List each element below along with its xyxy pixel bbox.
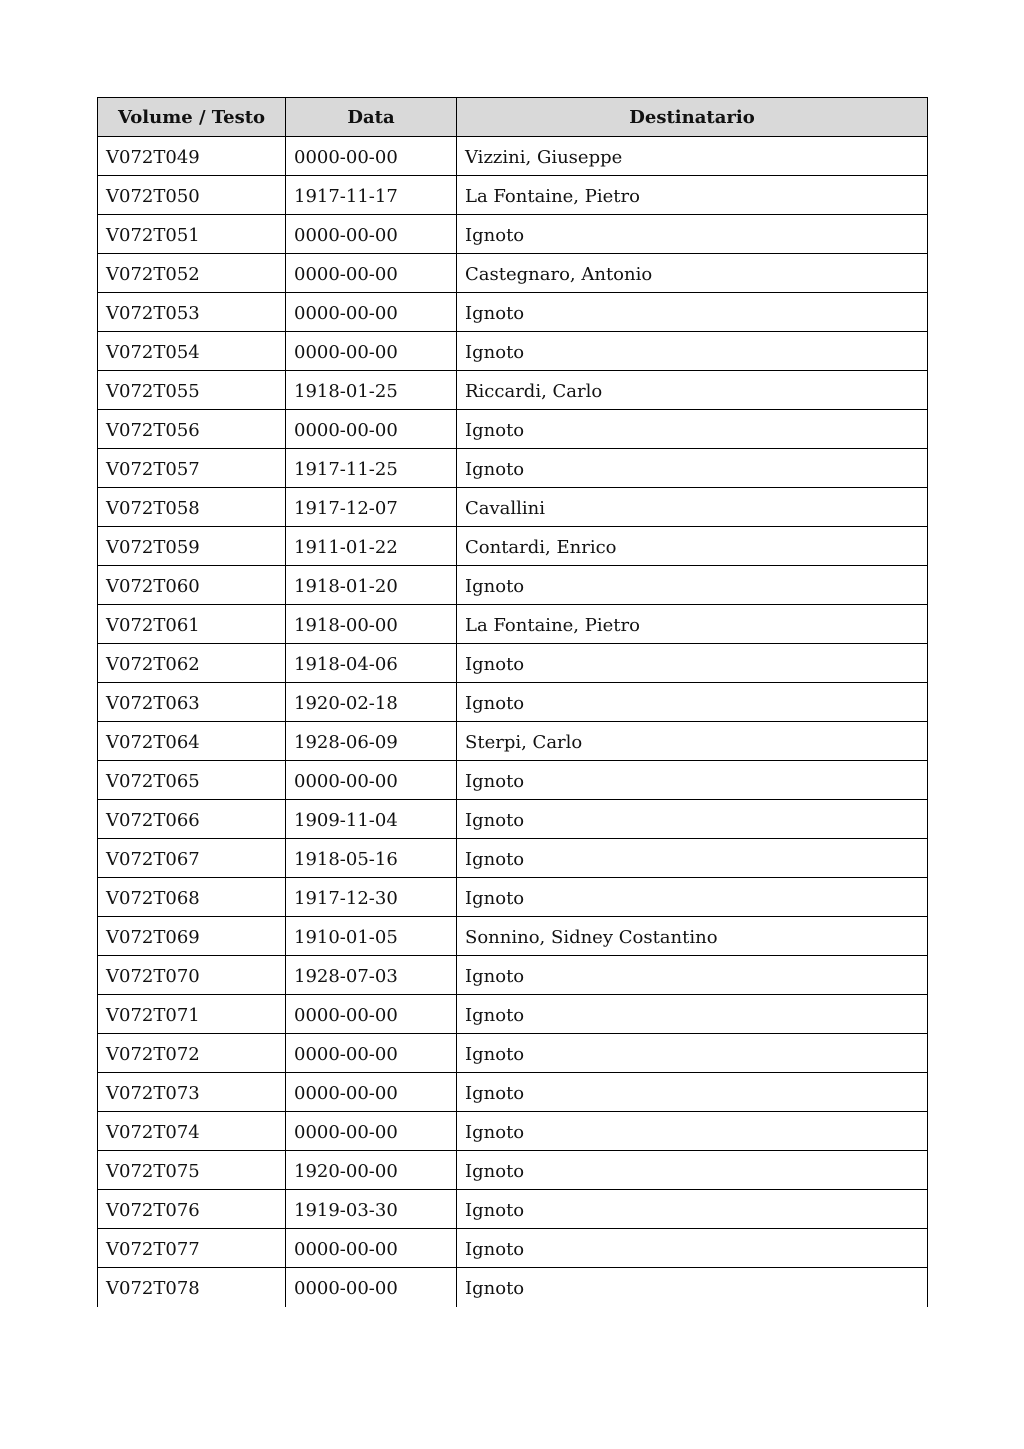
table-row — [98, 1151, 928, 1190]
table-row — [98, 839, 928, 878]
cell-data: 0000-00-00 — [286, 410, 457, 449]
cell-destinatario: Ignoto — [457, 449, 928, 488]
cell-data: 0000-00-00 — [286, 1073, 457, 1112]
cell-volume-testo: V072T062 — [98, 644, 286, 683]
cell-data: 1917-12-07 — [286, 488, 457, 527]
header-data: Data — [286, 98, 457, 137]
cell-volume-testo: V072T052 — [98, 254, 286, 293]
table-row — [98, 1268, 928, 1307]
cell-destinatario: Ignoto — [457, 1151, 928, 1190]
cell-destinatario: Riccardi, Carlo — [457, 371, 928, 410]
table-row — [98, 215, 928, 254]
table-row — [98, 410, 928, 449]
cell-data: 1918-01-20 — [286, 566, 457, 605]
cell-destinatario: Ignoto — [457, 410, 928, 449]
cell-data: 1919-03-30 — [286, 1190, 457, 1229]
cell-volume-testo: V072T050 — [98, 176, 286, 215]
table-row — [98, 488, 928, 527]
cell-destinatario: Ignoto — [457, 800, 928, 839]
cell-volume-testo: V072T063 — [98, 683, 286, 722]
table-row — [98, 254, 928, 293]
cell-destinatario: Ignoto — [457, 761, 928, 800]
cell-volume-testo: V072T059 — [98, 527, 286, 566]
cell-data: 1918-00-00 — [286, 605, 457, 644]
table-row — [98, 527, 928, 566]
cell-data: 0000-00-00 — [286, 254, 457, 293]
cell-volume-testo: V072T057 — [98, 449, 286, 488]
cell-data: 0000-00-00 — [286, 215, 457, 254]
cell-destinatario: Ignoto — [457, 1073, 928, 1112]
cell-data: 1911-01-22 — [286, 527, 457, 566]
cell-destinatario: Ignoto — [457, 1190, 928, 1229]
table-row — [98, 1229, 928, 1268]
cell-data: 1918-05-16 — [286, 839, 457, 878]
table-row — [98, 878, 928, 917]
table-row — [98, 176, 928, 215]
table-row — [98, 722, 928, 761]
cell-destinatario: Ignoto — [457, 332, 928, 371]
table-row — [98, 332, 928, 371]
cell-volume-testo: V072T066 — [98, 800, 286, 839]
header-volume-testo: Volume / Testo — [98, 98, 286, 137]
table-row — [98, 761, 928, 800]
cell-volume-testo: V072T070 — [98, 956, 286, 995]
table-header — [98, 98, 928, 137]
cell-destinatario: Ignoto — [457, 1268, 928, 1307]
cell-data: 1917-11-25 — [286, 449, 457, 488]
table-row — [98, 644, 928, 683]
cell-volume-testo: V072T056 — [98, 410, 286, 449]
cell-data: 1920-02-18 — [286, 683, 457, 722]
cell-destinatario: Vizzini, Giuseppe — [457, 137, 928, 176]
cell-volume-testo: V072T068 — [98, 878, 286, 917]
cell-data: 1910-01-05 — [286, 917, 457, 956]
table-row — [98, 566, 928, 605]
table-row — [98, 683, 928, 722]
cell-destinatario: Ignoto — [457, 293, 928, 332]
table-row — [98, 917, 928, 956]
table-row — [98, 1112, 928, 1151]
cell-volume-testo: V072T051 — [98, 215, 286, 254]
cell-destinatario: La Fontaine, Pietro — [457, 176, 928, 215]
cell-volume-testo: V072T071 — [98, 995, 286, 1034]
cell-volume-testo: V072T073 — [98, 1073, 286, 1112]
cell-destinatario: Contardi, Enrico — [457, 527, 928, 566]
cell-volume-testo: V072T077 — [98, 1229, 286, 1268]
cell-volume-testo: V072T061 — [98, 605, 286, 644]
cell-volume-testo: V072T053 — [98, 293, 286, 332]
cell-data: 0000-00-00 — [286, 761, 457, 800]
cell-volume-testo: V072T078 — [98, 1268, 286, 1307]
cell-data: 0000-00-00 — [286, 293, 457, 332]
table-row — [98, 800, 928, 839]
cell-destinatario: Castegnaro, Antonio — [457, 254, 928, 293]
cell-data: 1918-01-25 — [286, 371, 457, 410]
cell-volume-testo: V072T074 — [98, 1112, 286, 1151]
cell-destinatario: Sterpi, Carlo — [457, 722, 928, 761]
table-row — [98, 956, 928, 995]
cell-data: 1909-11-04 — [286, 800, 457, 839]
table-body — [98, 137, 928, 1307]
table-row — [98, 371, 928, 410]
cell-destinatario: Ignoto — [457, 1229, 928, 1268]
cell-data: 1917-11-17 — [286, 176, 457, 215]
cell-data: 1918-04-06 — [286, 644, 457, 683]
cell-destinatario: Ignoto — [457, 839, 928, 878]
cell-destinatario: Cavallini — [457, 488, 928, 527]
letters-table — [97, 97, 928, 1307]
cell-destinatario: Ignoto — [457, 1112, 928, 1151]
cell-volume-testo: V072T075 — [98, 1151, 286, 1190]
cell-volume-testo: V072T060 — [98, 566, 286, 605]
cell-volume-testo: V072T065 — [98, 761, 286, 800]
cell-destinatario: Ignoto — [457, 1034, 928, 1073]
cell-destinatario: La Fontaine, Pietro — [457, 605, 928, 644]
cell-data: 0000-00-00 — [286, 1229, 457, 1268]
cell-destinatario: Ignoto — [457, 995, 928, 1034]
cell-destinatario: Ignoto — [457, 956, 928, 995]
cell-volume-testo: V072T058 — [98, 488, 286, 527]
table-row — [98, 137, 928, 176]
cell-volume-testo: V072T054 — [98, 332, 286, 371]
table-row — [98, 293, 928, 332]
cell-destinatario: Ignoto — [457, 215, 928, 254]
cell-data: 1928-06-09 — [286, 722, 457, 761]
cell-destinatario: Ignoto — [457, 566, 928, 605]
cell-data: 0000-00-00 — [286, 332, 457, 371]
table-row — [98, 605, 928, 644]
header-destinatario: Destinatario — [457, 98, 928, 137]
cell-volume-testo: V072T064 — [98, 722, 286, 761]
table-row — [98, 1073, 928, 1112]
cell-volume-testo: V072T055 — [98, 371, 286, 410]
cell-destinatario: Sonnino, Sidney Costantino — [457, 917, 928, 956]
table-row — [98, 449, 928, 488]
cell-volume-testo: V072T069 — [98, 917, 286, 956]
cell-data: 1928-07-03 — [286, 956, 457, 995]
cell-data: 0000-00-00 — [286, 995, 457, 1034]
cell-data: 0000-00-00 — [286, 1034, 457, 1073]
cell-data: 0000-00-00 — [286, 1268, 457, 1307]
table-row — [98, 1190, 928, 1229]
cell-data: 1920-00-00 — [286, 1151, 457, 1190]
cell-destinatario: Ignoto — [457, 683, 928, 722]
cell-destinatario: Ignoto — [457, 644, 928, 683]
cell-data: 1917-12-30 — [286, 878, 457, 917]
cell-volume-testo: V072T049 — [98, 137, 286, 176]
cell-volume-testo: V072T076 — [98, 1190, 286, 1229]
cell-data: 0000-00-00 — [286, 137, 457, 176]
cell-data: 0000-00-00 — [286, 1112, 457, 1151]
table-row — [98, 1034, 928, 1073]
header-row — [98, 98, 928, 137]
cell-volume-testo: V072T067 — [98, 839, 286, 878]
table-row — [98, 995, 928, 1034]
cell-volume-testo: V072T072 — [98, 1034, 286, 1073]
cell-destinatario: Ignoto — [457, 878, 928, 917]
